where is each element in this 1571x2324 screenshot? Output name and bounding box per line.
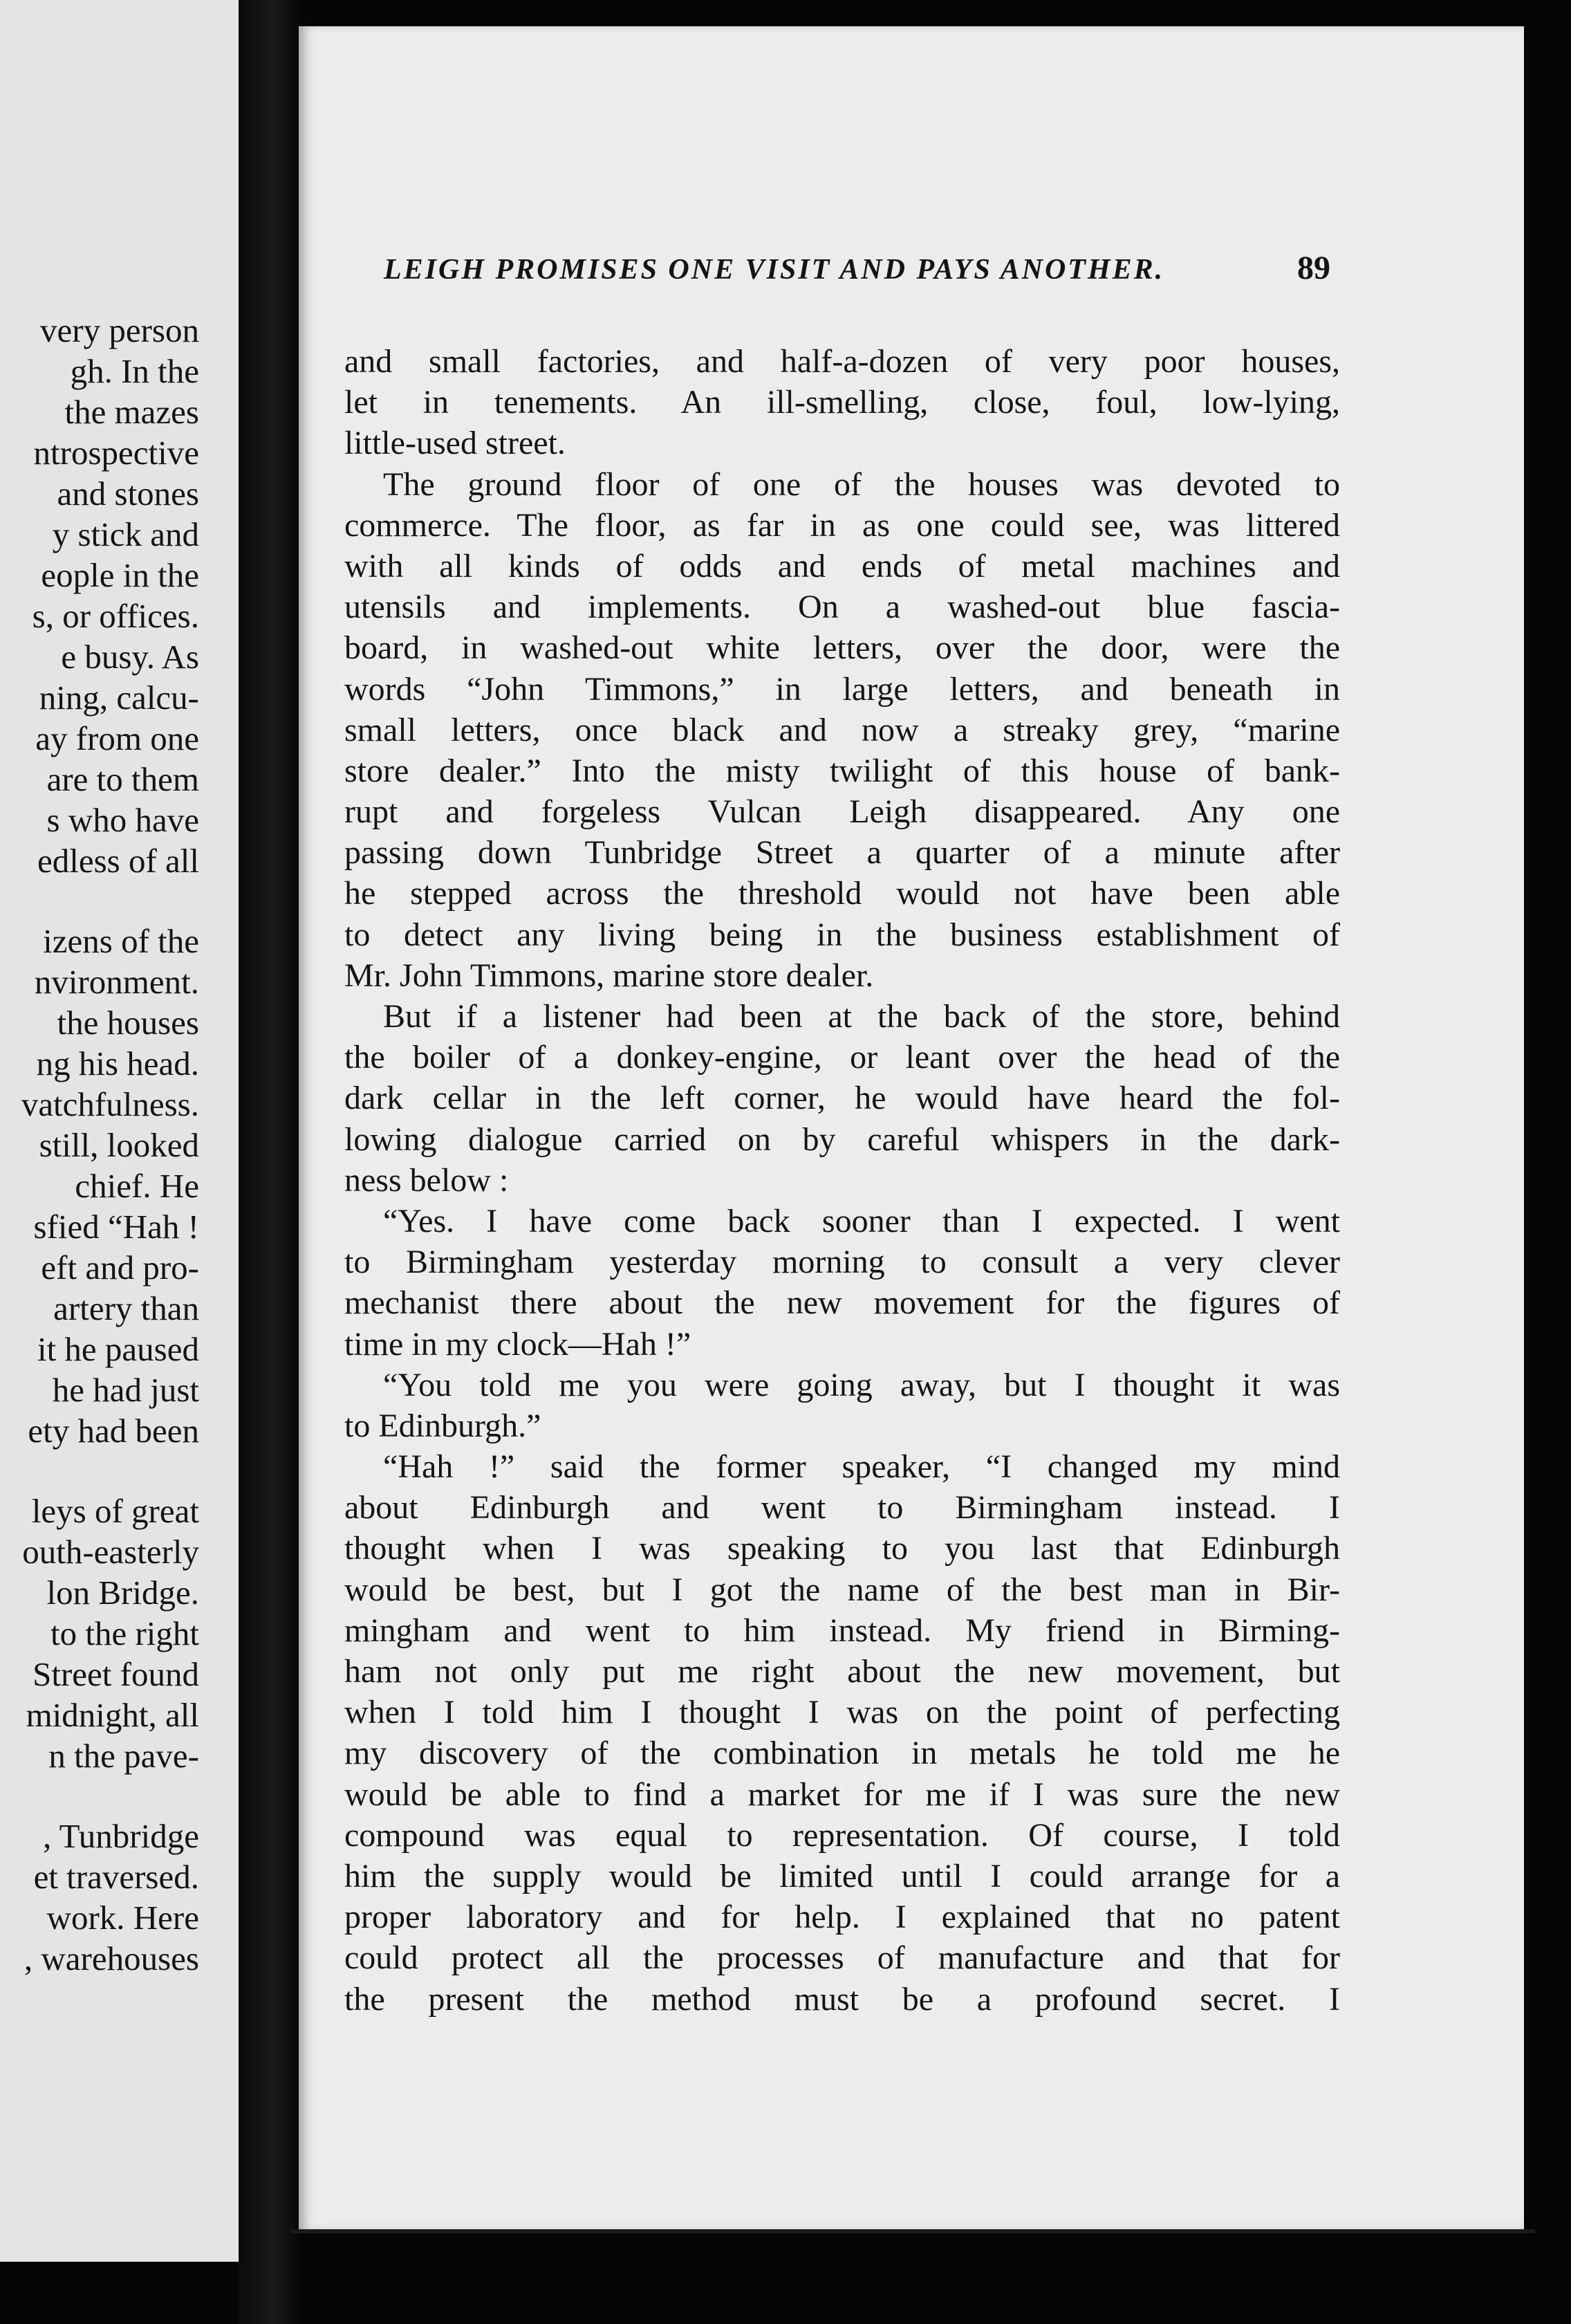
text-line: , Tunbridge <box>42 1817 199 1855</box>
text-line: Mr. John Timmons, marine store dealer. <box>344 957 874 994</box>
text-line: proper laboratory and for help. I explained that no patent <box>344 1899 1340 1936</box>
text-line: “Hah !” said the former speaker, “I changed my mind <box>383 1448 1340 1486</box>
text-line: to Edinburgh.” <box>344 1407 541 1444</box>
text-line: words “John Timmons,” in large letters, and beneath in <box>344 670 1340 708</box>
text-line: commerce. The floor, as far in as one could see, was littered <box>344 506 1340 544</box>
text-line: dark cellar in the left corner, he would have heard the fol- <box>344 1080 1340 1117</box>
running-head: LEIGH PROMISES ONE VISIT AND PAYS ANOTHER. <box>384 254 1165 286</box>
text-line: when I told him I thought I was on the point of perfecting <box>344 1694 1340 1731</box>
text-line: let in tenements. An ill-smelling, close, foul, low-lying, <box>344 384 1340 421</box>
text-line: and small factories, and half-a-dozen of very poor houses, <box>344 343 1340 380</box>
text-line: lon Bridge. <box>46 1574 199 1612</box>
text-line: y stick and <box>52 515 199 553</box>
text-line: him the supply would be limited until I could arrange for a <box>344 1857 1340 1894</box>
text-line: ham not only put me right about the new movement, but <box>344 1653 1340 1690</box>
text-line: the mazes <box>64 393 199 431</box>
text-line: store dealer.” Into the misty twilight of this house of bank- <box>344 752 1340 789</box>
text-line: But if a listener had been at the back of the store, behind <box>383 998 1340 1035</box>
text-line: The ground floor of one of the houses was devoted to <box>383 465 1340 503</box>
text-line: would be able to find a market for me if I was sure the new <box>344 1776 1340 1813</box>
text-line: utensils and implements. On a washed-out blue fascia- <box>344 589 1340 626</box>
text-line: little-used street. <box>344 425 566 462</box>
text-line: small letters, once black and now a streaky grey, “marine <box>344 711 1340 748</box>
page-bottom-edge <box>290 2229 1535 2233</box>
text-line: ning, calcu- <box>39 679 199 717</box>
previous-page <box>0 0 239 2262</box>
text-line: Street found <box>32 1655 199 1693</box>
text-line: e busy. As <box>61 638 199 676</box>
text-line: “You told me you were going away, but I thought it was <box>383 1366 1340 1403</box>
text-line: passing down Tunbridge Street a quarter of a minute after <box>344 834 1340 872</box>
text-line: ng his head. <box>36 1044 199 1082</box>
paragraph-gap <box>21 881 199 921</box>
paragraph-gap <box>21 1451 199 1491</box>
page-number: 89 <box>1297 250 1330 286</box>
text-line: could protect all the processes of manufacture and that for <box>344 1939 1340 1977</box>
text-line: ay from one <box>35 719 199 757</box>
text-line: with all kinds of odds and ends of metal machines and <box>344 547 1340 584</box>
text-line: my discovery of the combination in metals he told me he <box>344 1735 1340 1772</box>
text-line: mechanist there about the new movement for the figures of <box>344 1284 1340 1322</box>
text-line: leys of great <box>31 1492 199 1530</box>
text-line: n the pave- <box>48 1737 199 1775</box>
text-line: and stones <box>57 474 199 513</box>
text-line: nvironment. <box>34 963 199 1001</box>
text-line: rupt and forgeless Vulcan Leigh disappeared. Any one <box>344 793 1340 831</box>
text-line: mingham and went to him instead. My friend in Birming- <box>344 1612 1340 1649</box>
text-line: sfied “Hah ! <box>33 1208 199 1246</box>
text-line: et traversed. <box>33 1858 199 1896</box>
text-line: thought when I was speaking to you last that Edinburgh <box>344 1530 1340 1567</box>
text-line: edless of all <box>37 842 199 880</box>
text-line: the boiler of a donkey-engine, or leant over the head of the <box>344 1039 1340 1076</box>
text-line: eft and pro- <box>41 1248 199 1286</box>
text-line: “Yes. I have come back sooner than I expected. I went <box>383 1202 1340 1239</box>
text-line: to detect any living being in the business establishment of <box>344 916 1340 953</box>
text-line: it he paused <box>37 1330 199 1368</box>
text-line: would be best, but I got the name of the best man in Bir- <box>344 1571 1340 1608</box>
text-line: s, or offices. <box>32 597 199 635</box>
text-line: to the right <box>50 1614 199 1652</box>
text-line: midnight, all <box>26 1696 199 1734</box>
text-line: to Birmingham yesterday morning to consult a very clever <box>344 1244 1340 1281</box>
text-line: he had just <box>52 1371 199 1409</box>
text-line: are to them <box>46 760 199 798</box>
text-line: compound was equal to representation. Of course, I told <box>344 1816 1340 1854</box>
text-line: izens of the <box>43 922 199 960</box>
text-line: artery than <box>53 1289 199 1327</box>
book-gutter <box>239 0 301 2324</box>
text-line: chief. He <box>75 1167 199 1205</box>
text-line: time in my clock—Hah !” <box>344 1325 691 1363</box>
text-line: vatchfulness. <box>21 1085 199 1123</box>
text-line: s who have <box>46 801 199 839</box>
text-line: work. Here <box>46 1899 199 1937</box>
previous-page-text <box>21 310 199 1979</box>
text-line: the houses <box>57 1004 199 1042</box>
current-page <box>299 26 1524 2229</box>
text-line: about Edinburgh and went to Birmingham instead. I <box>344 1489 1340 1527</box>
text-line: lowing dialogue carried on by careful whispers in the dark- <box>344 1120 1340 1158</box>
text-line: outh-easterly <box>22 1533 199 1571</box>
page-body-text <box>344 341 1340 2020</box>
text-line: the present the method must be a profound secret. I <box>344 1980 1340 2018</box>
text-line: eople in the <box>41 556 199 594</box>
text-line: still, looked <box>39 1126 199 1164</box>
text-line: board, in washed-out white letters, over the door, were the <box>344 629 1340 667</box>
text-line: ness below : <box>344 1161 509 1199</box>
text-line: he stepped across the threshold would not have been able <box>344 875 1340 912</box>
text-line: , warehouses <box>24 1939 199 1977</box>
text-line: ntrospective <box>33 434 199 472</box>
text-line: ety had been <box>28 1412 199 1450</box>
paragraph-gap <box>21 1776 199 1816</box>
text-line: gh. In the <box>70 352 199 390</box>
text-line: very person <box>40 311 199 349</box>
